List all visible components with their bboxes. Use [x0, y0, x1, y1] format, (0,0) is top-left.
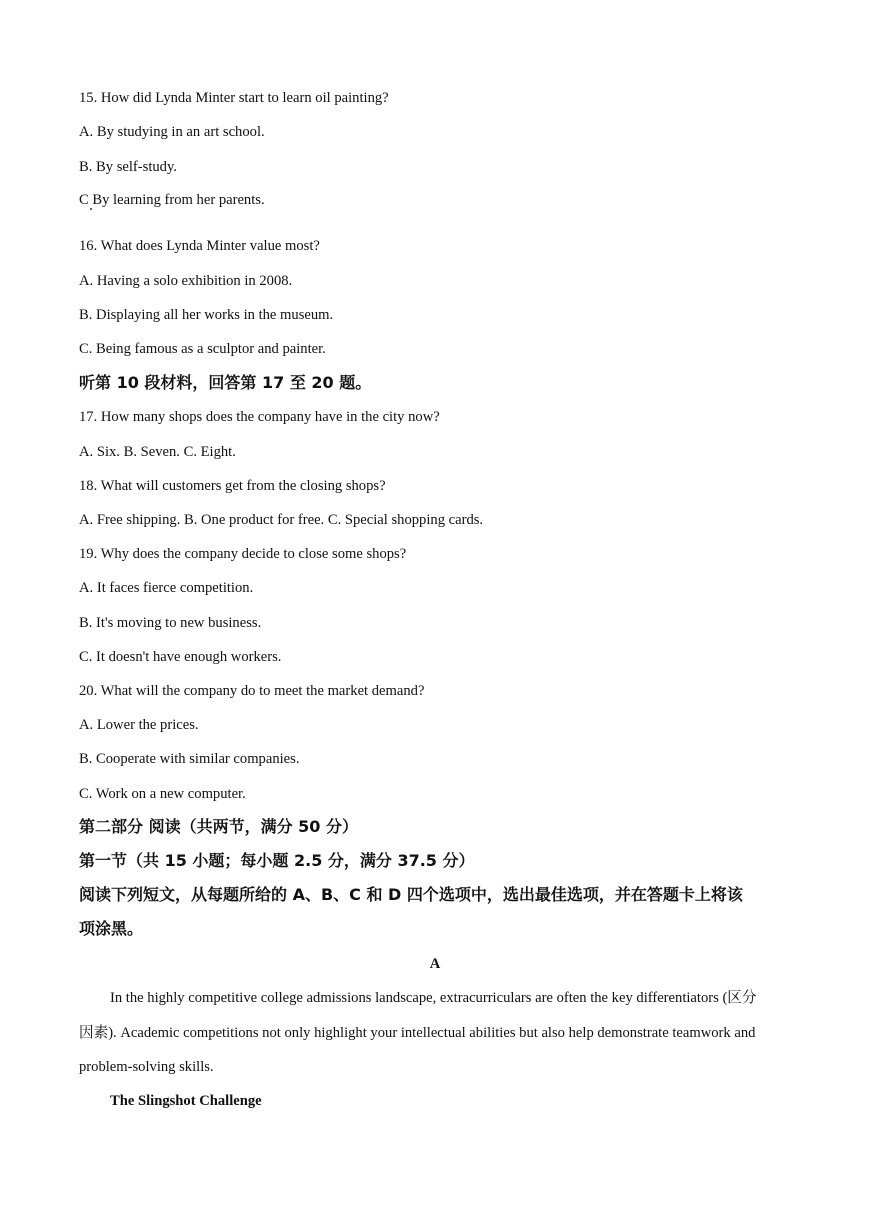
- stray-dot-mark: [90, 208, 92, 210]
- question-19-option-b: B. It's moving to new business.: [79, 615, 262, 631]
- question-15-option-b: B. By self-study.: [79, 159, 177, 175]
- question-15-stem: 15. How did Lynda Minter start to learn oil painting?: [79, 90, 389, 106]
- question-16-option-a: A. Having a solo exhibition in 2008.: [79, 273, 293, 289]
- question-16-stem: 16. What does Lynda Minter value most?: [79, 238, 320, 254]
- question-20-option-c: C. Work on a new computer.: [79, 786, 246, 802]
- question-19-option-a: A. It faces fierce competition.: [79, 580, 254, 596]
- question-17-stem: 17. How many shops does the company have in the city now?: [79, 409, 440, 425]
- instructions-line-2: 项涂黑。: [79, 919, 144, 938]
- question-19-stem: 19. Why does the company decide to close some shops?: [79, 546, 407, 562]
- question-20-option-a: A. Lower the prices.: [79, 717, 199, 733]
- question-15-option-c: C By learning from her parents.: [79, 192, 265, 208]
- passage-line-3: problem-solving skills.: [79, 1059, 214, 1075]
- question-19-option-c: C. It doesn't have enough workers.: [79, 649, 282, 665]
- passage-line-1: In the highly competitive college admissions landscape, extracurriculars are often the key differentiators (区分: [110, 990, 757, 1006]
- question-20-stem: 20. What will the company do to meet the market demand?: [79, 683, 425, 699]
- passage-subheading: The Slingshot Challenge: [110, 1093, 262, 1109]
- question-16-option-c: C. Being famous as a sculptor and painter.: [79, 341, 326, 357]
- question-17-options: A. Six. B. Seven. C. Eight.: [79, 444, 236, 460]
- section-10-heading: 听第 10 段材料，回答第 17 至 20 题。: [79, 373, 372, 392]
- question-15-option-a: A. By studying in an art school.: [79, 124, 265, 140]
- question-20-option-b: B. Cooperate with similar companies.: [79, 751, 300, 767]
- question-16-option-b: B. Displaying all her works in the museum.: [79, 307, 334, 323]
- question-18-stem: 18. What will customers get from the closing shops?: [79, 478, 386, 494]
- passage-line-2: 因素). Academic competitions not only highlight your intellectual abilities but also help demonstrate teamwork and: [79, 1025, 756, 1041]
- instructions-line-1: 阅读下列短文，从每题所给的 A、B、C 和 D 四个选项中，选出最佳选项，并在答题卡上将该: [79, 885, 743, 904]
- part-2-heading: 第二部分 阅读（共两节，满分 50 分）: [79, 817, 358, 836]
- passage-label: A: [429, 956, 441, 972]
- question-18-options: A. Free shipping. B. One product for free. C. Special shopping cards.: [79, 512, 484, 528]
- section-1-heading: 第一节（共 15 小题；每小题 2.5 分，满分 37.5 分）: [79, 851, 475, 870]
